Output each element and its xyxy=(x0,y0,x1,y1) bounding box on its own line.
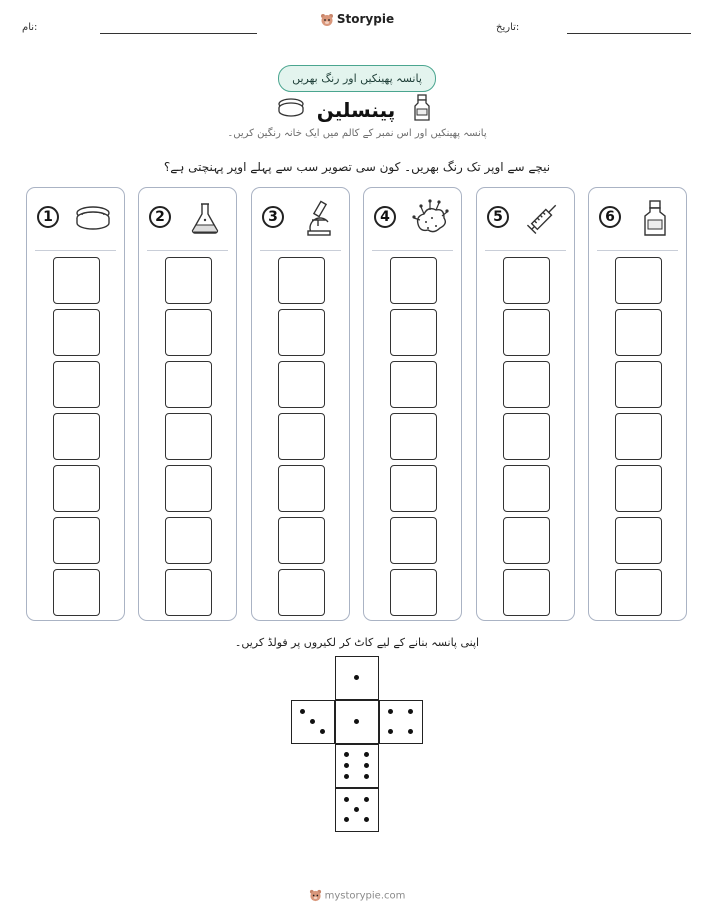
die-face xyxy=(335,788,379,832)
color-cell[interactable] xyxy=(390,309,437,356)
die-pip xyxy=(310,719,315,724)
syringe-icon xyxy=(523,198,563,238)
color-cell[interactable] xyxy=(615,257,662,304)
die-face xyxy=(379,700,423,744)
name-label: نام: xyxy=(22,22,38,33)
color-cell[interactable] xyxy=(503,257,550,304)
color-cell[interactable] xyxy=(53,465,100,512)
die-pip xyxy=(408,709,413,714)
instruction-pill: پانسہ پھینکیں اور رنگ بھریں xyxy=(278,65,436,92)
color-cell[interactable] xyxy=(165,569,212,616)
color-cell[interactable] xyxy=(278,517,325,564)
petri-dish-icon xyxy=(73,198,113,238)
column-divider xyxy=(372,250,453,251)
die-pip xyxy=(364,774,369,779)
die-pip xyxy=(408,729,413,734)
color-cell[interactable] xyxy=(53,309,100,356)
die-pip xyxy=(344,763,349,768)
die-pip xyxy=(344,774,349,779)
die-face xyxy=(335,700,379,744)
flask-icon xyxy=(185,198,225,238)
die-pip xyxy=(388,709,393,714)
name-line xyxy=(100,33,257,34)
subtitle: پانسہ پھینکیں اور اس نمبر کے کالم میں ایک خانہ رنگین کریں۔ xyxy=(227,128,487,139)
color-cell[interactable] xyxy=(615,413,662,460)
column-4 xyxy=(363,187,462,621)
color-cell[interactable] xyxy=(503,361,550,408)
color-cell[interactable] xyxy=(278,569,325,616)
color-cell[interactable] xyxy=(615,309,662,356)
color-cell[interactable] xyxy=(53,569,100,616)
date-label: تاریخ: xyxy=(496,22,520,33)
color-cell[interactable] xyxy=(390,361,437,408)
color-cell[interactable] xyxy=(278,361,325,408)
color-cell[interactable] xyxy=(503,309,550,356)
color-cell[interactable] xyxy=(165,465,212,512)
die-face xyxy=(335,656,379,700)
die-face xyxy=(335,744,379,788)
question: نیچے سے اوپر تک رنگ بھریں۔ کون سی تصویر سب سے پہلے اوپر پہنچتی ہے؟ xyxy=(163,160,551,174)
column-number: 6 xyxy=(599,206,621,228)
column-divider xyxy=(35,250,116,251)
color-cell[interactable] xyxy=(165,309,212,356)
die-pip xyxy=(364,817,369,822)
column-divider xyxy=(597,250,678,251)
column-2 xyxy=(138,187,237,621)
column-number: 3 xyxy=(262,206,284,228)
color-cell[interactable] xyxy=(503,413,550,460)
color-cell[interactable] xyxy=(390,465,437,512)
bear-logo-icon xyxy=(320,13,334,27)
fold-instruction: اپنی پانسہ بنانے کے لیے کاٹ کر لکیروں پر فولڈ کریں۔ xyxy=(234,636,480,649)
color-cell[interactable] xyxy=(53,413,100,460)
column-number: 2 xyxy=(149,206,171,228)
color-cell[interactable] xyxy=(390,413,437,460)
color-cell[interactable] xyxy=(165,257,212,304)
medicine-bottle-icon xyxy=(635,198,675,238)
bacteria-icon xyxy=(410,198,450,238)
color-cell[interactable] xyxy=(53,361,100,408)
color-cell[interactable] xyxy=(390,517,437,564)
die-pip xyxy=(354,719,359,724)
column-number: 5 xyxy=(487,206,509,228)
color-cell[interactable] xyxy=(615,361,662,408)
die-pip xyxy=(354,807,359,812)
die-pip xyxy=(388,729,393,734)
die-pip xyxy=(320,729,325,734)
die-pip xyxy=(300,709,305,714)
die-pip xyxy=(364,763,369,768)
color-cell[interactable] xyxy=(615,569,662,616)
color-cell[interactable] xyxy=(503,465,550,512)
color-cell[interactable] xyxy=(615,517,662,564)
color-cell[interactable] xyxy=(390,569,437,616)
color-cell[interactable] xyxy=(390,257,437,304)
die-pip xyxy=(344,797,349,802)
color-cell[interactable] xyxy=(165,361,212,408)
page-title: پینسلین xyxy=(316,98,396,122)
die-pip xyxy=(344,817,349,822)
date-line xyxy=(567,33,691,34)
color-cell[interactable] xyxy=(165,517,212,564)
color-cell[interactable] xyxy=(503,517,550,564)
color-cell[interactable] xyxy=(278,413,325,460)
brand-name: Storypie xyxy=(336,12,395,26)
column-number: 1 xyxy=(37,206,59,228)
color-cell[interactable] xyxy=(53,257,100,304)
footer xyxy=(0,889,714,902)
color-cell[interactable] xyxy=(165,413,212,460)
die-pip xyxy=(344,752,349,757)
color-cell[interactable] xyxy=(278,309,325,356)
column-3 xyxy=(251,187,350,621)
medicine-bottle-icon xyxy=(412,94,432,122)
bear-logo-icon xyxy=(309,889,322,902)
microscope-icon xyxy=(298,198,338,238)
color-cell[interactable] xyxy=(278,465,325,512)
column-number: 4 xyxy=(374,206,396,228)
column-divider xyxy=(260,250,341,251)
footer-url: mystorypie.com xyxy=(324,890,406,902)
die-pip xyxy=(364,752,369,757)
column-5 xyxy=(476,187,575,621)
column-1 xyxy=(26,187,125,621)
color-cell[interactable] xyxy=(503,569,550,616)
brand-logo xyxy=(0,12,714,27)
color-cell[interactable] xyxy=(615,465,662,512)
color-cell[interactable] xyxy=(278,257,325,304)
column-6 xyxy=(588,187,687,621)
column-divider xyxy=(485,250,566,251)
color-cell[interactable] xyxy=(53,517,100,564)
die-pip xyxy=(364,797,369,802)
die-face xyxy=(291,700,335,744)
column-divider xyxy=(147,250,228,251)
die-pip xyxy=(354,675,359,680)
